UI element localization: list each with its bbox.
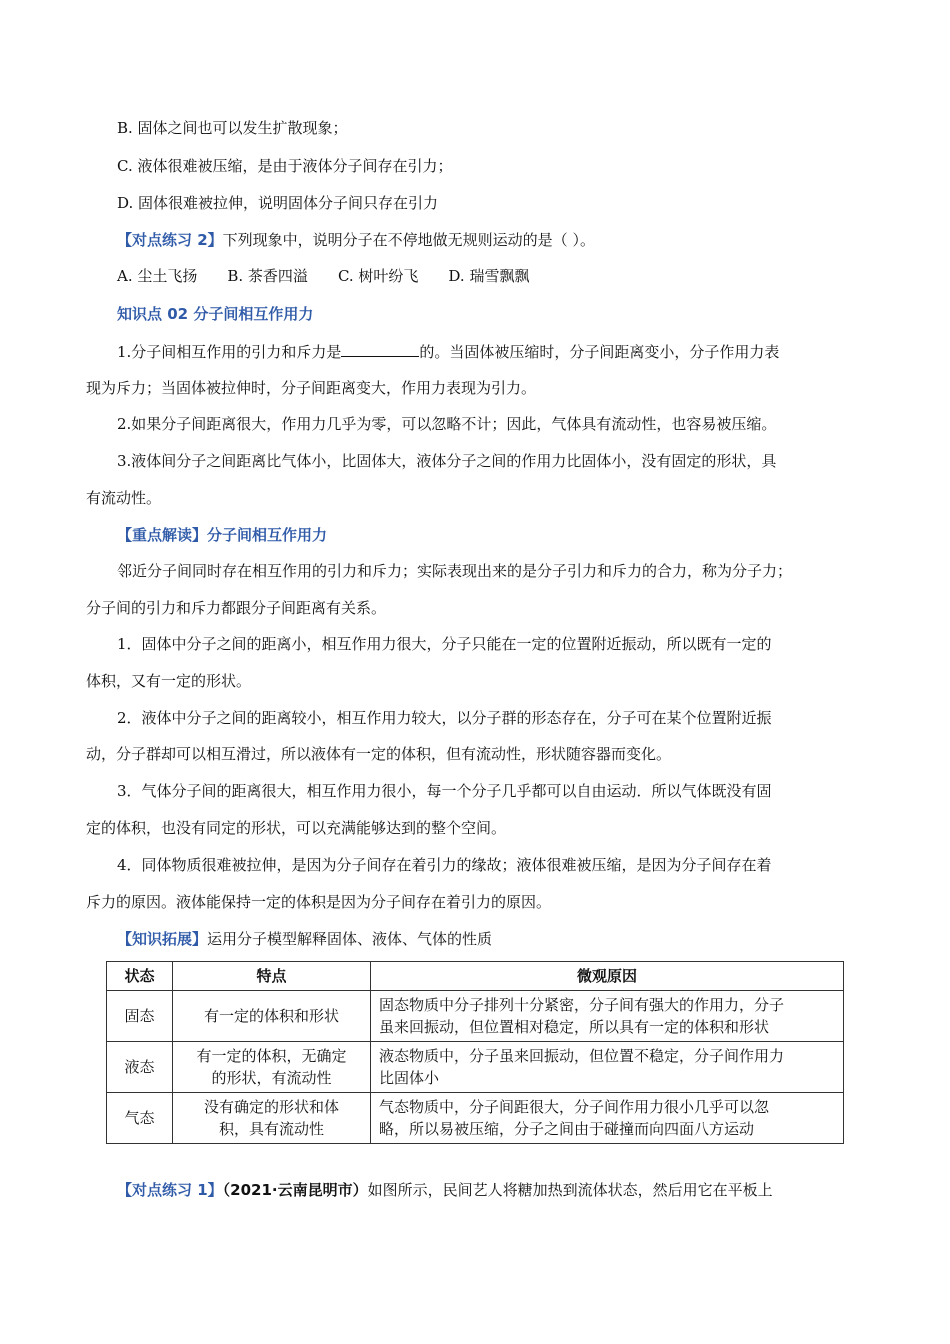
option-d: D. 固体很难被拉伸，说明固体分子间只存在引力 [117,194,439,212]
practice2-tag: 【对点练习 2】 [117,231,223,249]
table-header-reason: 微观原因 [371,962,844,991]
table-cell-reason [371,1042,844,1093]
reason-line: 固态物质中分子排列十分紧密，分子间有强大的作用力，分子 [379,996,785,1014]
table-cell-state: 固态 [107,991,173,1042]
key-reading-item-2b: 动，分子群却可以相互滑过，所以液体有一定的体积，但有流动性，形状随容器而变化。 [86,745,672,763]
option-c: C. 液体很难被压缩，是由于液体分子间存在引力； [117,157,453,175]
option-b: B. 固体之间也可以发生扩散现象； [117,119,348,137]
table-cell-feature [173,1093,371,1144]
key-reading-intro-b: 分子间的引力和斥力都跟分子间距离有关系。 [86,599,387,617]
fill-blank [341,341,419,357]
feature-line: 积，具有流动性 [218,1120,324,1138]
key-reading-item-1a: 1．固体中分子之间的距离小，相互作用力很大，分子只能在一定的位置附近振动，所以既有一定的 [117,635,772,653]
practice2-option-d: D. 瑞雪飘飘 [448,267,530,285]
key-reading-item-3b: 定的体积，也没有同定的形状，可以充满能够达到的整个空间。 [86,819,507,837]
practice2-question [117,230,595,250]
extension-title: 运用分子模型解释固体、液体、气体的性质 [207,930,493,948]
reason-line: 比固体小 [379,1069,440,1087]
point-3-line-a: 3.液体间分子之间距离比气体小，比固体大，液体分子之间的作用力比固体小，没有固定的形状，具 [117,452,777,470]
key-reading-intro-a: 邻近分子间同时存在相互作用的引力和斥力；实际表现出来的是分子引力和斥力的合力，称为分子力； [117,562,793,580]
reason-line: 液态物质中，分子虽来回振动，但位置不稳定，分子间作用力 [379,1047,785,1065]
feature-line: 的形状，有流动性 [211,1069,332,1087]
table-cell-feature: 有一定的体积和形状 [173,991,371,1042]
practice1-source: （2021·云南昆明市） [222,1181,368,1199]
key-reading-item-1b: 体积，又有一定的形状。 [86,672,252,690]
key-reading-title: 分子间相互作用力 [207,526,328,544]
point-1-text-after: 的。当固体被压缩时，分子间距离变小，分子作用力表 [419,343,780,361]
key-reading-item-4b: 斥力的原因。液体能保持一定的体积是因为分子间存在着引力的原因。 [86,893,552,911]
practice2-option-a: A. 尘土飞扬 [117,267,198,285]
table-cell-feature [173,1042,371,1093]
key-reading-item-3a: 3．气体分子间的距离很大，相互作用力很小，每一个分子几乎都可以自由运动．所以气体既没有固 [117,782,772,800]
reason-line: 气态物质中，分子间距很大，分子间作用力很小几乎可以忽 [379,1098,770,1116]
table-cell-reason [371,1093,844,1144]
point-1-line-a [117,341,779,362]
point-3-line-b: 有流动性。 [86,489,162,507]
practice1-tag: 【对点练习 1】 [117,1181,223,1199]
key-reading-tag: 【重点解读】 [117,526,208,544]
table-header-row [107,962,844,991]
states-table [106,961,844,1144]
point-2: 2.如果分子间距离很大，作用力几乎为零，可以忽略不计；因此，气体具有流动性，也容易被压缩。 [117,415,777,433]
practice2-options [117,266,559,286]
table-row [107,1042,844,1093]
key-reading-heading [117,525,327,545]
key-reading-item-4a: 4．同体物质很难被拉伸，是因为分子间存在着引力的缘故；液体很难被压缩，是因为分子间存在着 [117,856,772,874]
key-reading-item-2a: 2．液体中分子之间的距离较小，相互作用力较大，以分子群的形态存在，分子可在某个位置附近振 [117,709,772,727]
practice2-option-c: C. 树叶纷飞 [337,267,419,285]
table-header-feature: 特点 [173,962,371,991]
feature-line: 没有确定的形状和体 [203,1098,339,1116]
table-cell-reason [371,991,844,1042]
practice1-text: 如图所示，民间艺人将糖加热到流体状态，然后用它在平板上 [367,1181,773,1199]
point-1-line-b: 现为斥力；当固体被拉伸时，分子间距离变大，作用力表现为引力。 [86,379,537,397]
extension-tag: 【知识拓展】 [117,930,208,948]
practice2-option-b: B. 茶香四溢 [227,267,308,285]
knowledge-point-02-title: 知识点 02 分子间相互作用力 [117,305,314,323]
extension-heading [117,929,492,949]
reason-line: 略，所以易被压缩，分子之间由于碰撞而向四面八方运动 [379,1120,755,1138]
table-cell-state: 液态 [107,1042,173,1093]
table-row [107,1093,844,1144]
table-header-state: 状态 [107,962,173,991]
practice1-question [117,1180,773,1200]
table-cell-state: 气态 [107,1093,173,1144]
feature-line: 有一定的体积，无确定 [196,1047,347,1065]
practice2-text: 下列现象中，说明分子在不停地做无规则运动的是（ ）。 [222,231,595,249]
table-row [107,991,844,1042]
point-1-text-before: 1.分子间相互作用的引力和斥力是 [117,343,342,361]
reason-line: 虽来回振动，但位置相对稳定，所以具有一定的体积和形状 [379,1018,770,1036]
